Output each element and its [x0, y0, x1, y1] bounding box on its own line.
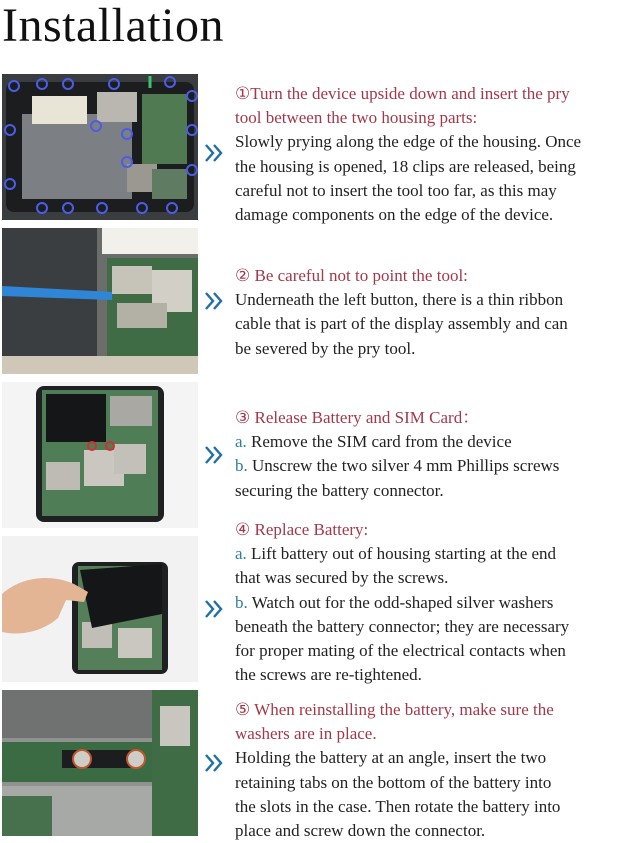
step-4-item-a [235, 542, 638, 566]
item-marker: b. [235, 592, 248, 612]
step-5-text [235, 698, 638, 843]
step-4-photo [2, 536, 198, 682]
battery-removal-image [2, 536, 198, 682]
step-2-body-line-1: Underneath the left button, there is a thin ribbon [235, 290, 564, 310]
step-2-body-line-3: be severed by the pry tool. [235, 338, 416, 358]
step-3-photo [2, 382, 198, 528]
step-4-item-b-line-2: beneath the battery connector; they are necessary [235, 616, 570, 636]
step-5-heading-line-2: washers are in place. [235, 724, 377, 744]
step-5-heading-line-1: ⑤ When reinstalling the battery, make sure the [235, 700, 554, 719]
step-1-heading-line-1: ①Turn the device upside down and insert the pry [235, 84, 570, 103]
step-4-item-b-line-3: for proper mating of the electrical contacts when [235, 641, 566, 661]
step-3-heading-line-1: ③ Release Battery and SIM Card： [235, 408, 480, 427]
item-text: Lift battery out of housing starting at the end [246, 544, 557, 564]
step-3-item-b [235, 454, 638, 478]
battery-screws-image [2, 382, 198, 528]
pry-tool-image [2, 228, 198, 374]
chevron-right-icon [204, 752, 226, 774]
step-4-heading-line-1: ④ Replace Battery: [235, 520, 369, 539]
step-5-photo [2, 690, 198, 836]
step-4-item-b [235, 591, 638, 615]
step-1-photo [2, 74, 198, 220]
step-5-body-line-4: place and screw down the connector. [235, 821, 486, 841]
step-1-body-line-2: the housing is opened, 18 clips are released, being [235, 156, 576, 176]
item-text: Unscrew the two silver 4 mm Phillips screws [252, 456, 560, 476]
step-1-heading-line-2: tool between the two housing parts: [235, 108, 478, 128]
step-4-item-b-line-4: the screws are re-tightened. [235, 665, 422, 685]
step-3-item-b-line-2: securing the battery connector. [235, 480, 444, 500]
step-5-body-line-1: Holding the battery at an angle, insert the two [235, 748, 547, 768]
item-text: Watch out for the odd-shaped silver washers [247, 592, 554, 612]
step-1-text [235, 82, 638, 227]
washers-closeup-image [2, 690, 198, 836]
step-2-photo [2, 228, 198, 374]
step-5-body-line-2: retaining tabs on the bottom of the battery into [235, 772, 552, 792]
chevron-right-icon [204, 598, 226, 620]
chevron-right-icon [204, 444, 226, 466]
item-marker: a. [235, 544, 247, 564]
step-2-text [235, 264, 638, 361]
step-3-text [235, 406, 638, 503]
step-1-body-line-1: Slowly prying along the edge of the housing. Once [235, 132, 582, 152]
step-4-item-a-line-2: that was secured by the screws. [235, 568, 449, 588]
step-1-body-line-3: careful not to insert the tool too far, as this may [235, 180, 557, 200]
opened-housing-image [2, 74, 198, 220]
step-3-item-a [235, 430, 638, 454]
step-5-body-line-3: the slots in the case. Then rotate the battery into [235, 796, 561, 816]
step-2-heading-line-1: ② Be careful not to point the tool: [235, 266, 468, 285]
step-2-body-line-2: cable that is part of the display assembly and can [235, 314, 568, 334]
page-title: Installation [2, 0, 224, 52]
item-marker: b. [235, 456, 248, 476]
item-marker: a. [235, 432, 247, 452]
step-1-body-line-4: damage components on the edge of the device. [235, 205, 554, 225]
item-text: Remove the SIM card from the device [251, 432, 512, 452]
chevron-right-icon [204, 142, 226, 164]
chevron-right-icon [204, 290, 226, 312]
step-4-text [235, 518, 638, 687]
